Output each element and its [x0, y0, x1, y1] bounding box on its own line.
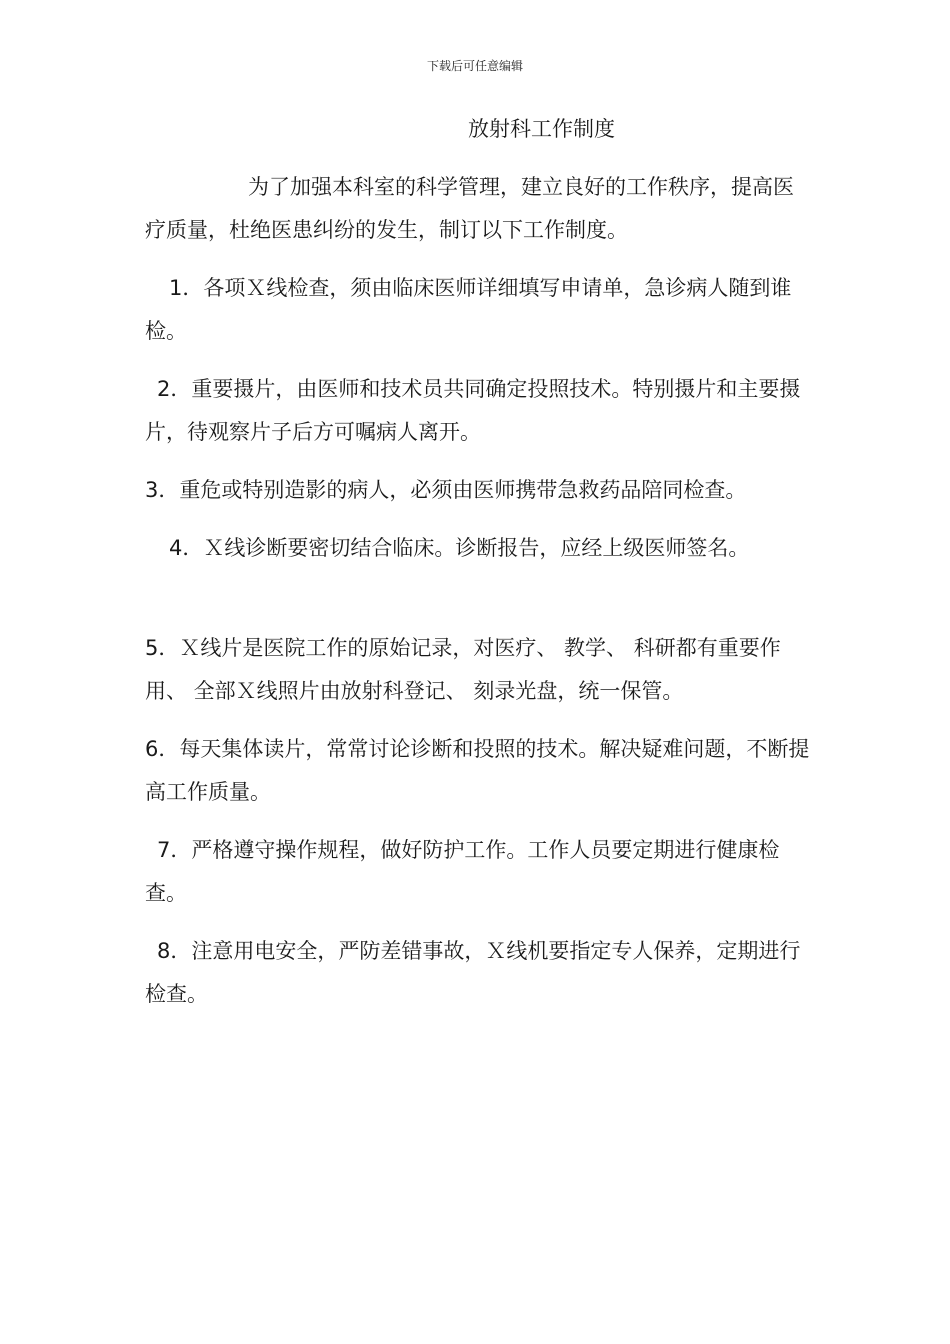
rule-paragraph-2: [145, 368, 810, 454]
rule-paragraph-8: [145, 930, 810, 1016]
rule-text-6: 6．每天集体读片，常常讨论诊断和投照的技术。解决疑难问题，不断提高工作质量。: [145, 737, 810, 804]
rule-paragraph-7: [145, 829, 810, 915]
rule-text-2: 2．重要摄片，由医师和技术员共同确定投照技术。特别摄片和主要摄片，待观察片子后方可嘱病人离开。: [145, 377, 801, 444]
rule-text-7: 7．严格遵守操作规程，做好防护工作。工作人员要定期进行健康检查。: [145, 838, 780, 905]
document-title: 放射科工作制度: [468, 117, 615, 141]
rule-paragraph-3: [145, 469, 810, 512]
rule-text-1: 1．各项Ｘ线检查，须由临床医师详细填写申请单，急诊病人随到谁检。: [145, 276, 792, 343]
rule-paragraph-6: [145, 728, 810, 814]
rule-paragraph-1: [145, 267, 810, 353]
rule-paragraph-4: [145, 527, 810, 570]
intro-text: 为了加强本科室的科学管理，建立良好的工作秩序，提高医疗质量，杜绝医患纠纷的发生，制订以下工作制度。: [145, 175, 794, 242]
rule-text-4: 4．Ｘ线诊断要密切结合临床。诊断报告，应经上级医师签名。: [169, 536, 750, 560]
rule-text-8: 8．注意用电安全，严防差错事故，Ｘ线机要指定专人保养，定期进行检查。: [145, 939, 801, 1006]
header-note: 下载后可任意编辑: [426, 59, 523, 73]
intro-paragraph: [145, 166, 810, 252]
rule-text-5: 5．Ｘ线片是医院工作的原始记录，对医疗、 教学、 科研都有重要作用、 全部Ｘ线照片由放射科登记、 刻录光盘，统一保管。: [145, 636, 781, 703]
rule-paragraph-5: [145, 627, 810, 713]
rule-text-3: 3．重危或特别造影的病人，必须由医师携带急救药品陪同检查。: [145, 478, 747, 502]
